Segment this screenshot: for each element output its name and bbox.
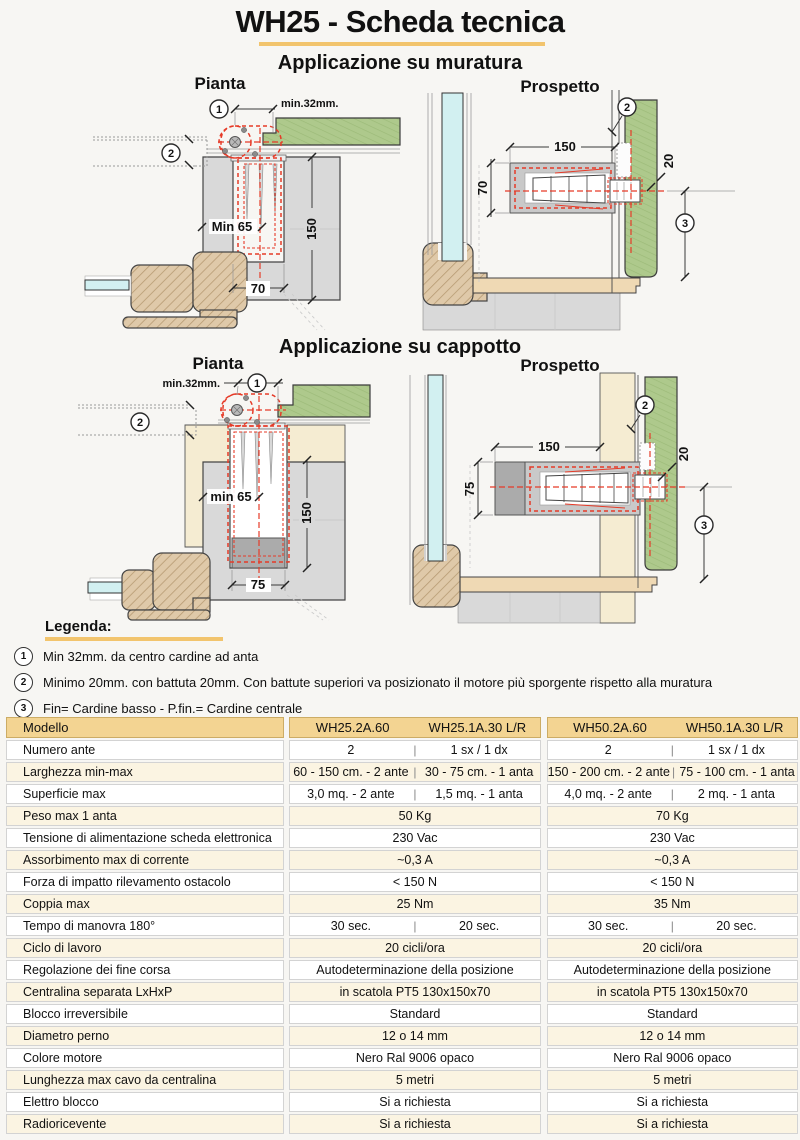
spec-value-wh25: 230 Vac	[289, 828, 540, 848]
spec-table-header	[6, 717, 798, 738]
spec-value-wh50: 70 Kg	[547, 806, 798, 826]
legend-callout-1: 1	[14, 647, 33, 666]
header-wh50-group	[547, 717, 798, 738]
table-row	[6, 1048, 798, 1068]
spec-label: Tensione di alimentazione scheda elettronica	[6, 828, 284, 848]
dim-150-label: 150	[538, 439, 560, 454]
dim-75-label: 75	[462, 481, 477, 497]
spec-value-wh25: in scatola PT5 130x150x70	[289, 982, 540, 1002]
spec-value-wh25: 25 Nm	[289, 894, 540, 914]
svg-text:2: 2	[136, 417, 144, 429]
table-row	[6, 960, 798, 980]
section-title-muratura: Applicazione su muratura	[277, 52, 523, 74]
spec-label: Tempo di manovra 180°	[6, 916, 284, 936]
sill	[473, 278, 640, 293]
legend-item-1	[14, 647, 258, 666]
spec-label: Diametro perno	[6, 1026, 284, 1046]
header-wh25-group	[289, 717, 540, 738]
spec-label: Radioricevente	[6, 1114, 284, 1134]
sill	[458, 577, 657, 592]
spec-label: Superficie max	[6, 784, 284, 804]
spec-value-wh50: 35 Nm	[547, 894, 798, 914]
window-frame	[131, 265, 193, 312]
dim-70-label: 70	[475, 180, 490, 196]
spec-value-wh50: 230 Vac	[547, 828, 798, 848]
svg-text:2: 2	[167, 148, 175, 160]
svg-text:2: 2	[623, 102, 631, 114]
legend-item-3	[14, 699, 302, 718]
spec-label: Colore motore	[6, 1048, 284, 1068]
page-title: WH25 - Scheda tecnica	[235, 4, 565, 39]
spec-label: Peso max 1 anta	[6, 806, 284, 826]
spec-label: Ciclo di lavoro	[6, 938, 284, 958]
spec-value-wh25: 20 cicli/ora	[289, 938, 540, 958]
spec-value-wh50: Autodeterminazione della posizione	[547, 960, 798, 980]
callout-2	[618, 98, 636, 116]
legend-text-3: Fin= Cardine basso - P.fin.= Cardine centrale	[43, 701, 303, 716]
green-sill	[278, 385, 370, 417]
table-row	[6, 1114, 798, 1134]
spec-value-wh25: Si a richiesta	[289, 1092, 540, 1112]
table-row	[6, 982, 798, 1002]
legend-title: Legenda:	[45, 618, 112, 635]
spec-value-wh25: Si a richiesta	[289, 1114, 540, 1134]
spec-value-wh50: Si a richiesta	[547, 1092, 798, 1112]
dim-min65-label: Min 65	[211, 219, 253, 234]
spec-value-wh50: 30 sec. | 20 sec.	[547, 916, 798, 936]
wall-section	[458, 592, 600, 623]
table-row	[6, 872, 798, 892]
view-label-pianta-muratura: Pianta	[194, 74, 246, 93]
spec-label: Larghezza min-max	[6, 762, 284, 782]
callout-2	[162, 144, 180, 162]
view-label-prospetto-muratura: Prospetto	[520, 77, 600, 96]
legend-item-2	[14, 673, 712, 692]
table-row	[6, 1004, 798, 1024]
dim-70-label: 70	[250, 281, 266, 296]
spec-value-wh25: Standard	[289, 1004, 540, 1024]
table-row	[6, 1092, 798, 1112]
spec-value-wh50: Nero Ral 9006 opaco	[547, 1048, 798, 1068]
table-row	[6, 1026, 798, 1046]
pianta-muratura-drawing	[85, 92, 405, 332]
spec-value-wh50: 5 metri	[547, 1070, 798, 1090]
header-model-wh25-1a: WH25.1A.30 L/R	[428, 720, 527, 735]
spec-label: Lunghezza max cavo da centralina	[6, 1070, 284, 1090]
callout-3	[695, 516, 713, 534]
callout-3	[676, 214, 694, 232]
glass	[85, 280, 129, 290]
svg-text:3: 3	[700, 520, 708, 532]
callout-2	[131, 413, 149, 431]
prospetto-cappotto-drawing	[400, 373, 800, 628]
pianta-cappotto-drawing	[78, 370, 408, 622]
dim-min65-label: min 65	[210, 489, 252, 504]
spec-label: Numero ante	[6, 740, 284, 760]
spec-table	[6, 717, 798, 1136]
spec-value-wh50: 4,0 mq. - 2 ante | 2 mq. - 1 anta	[547, 784, 798, 804]
dim-20-label: 20	[676, 446, 691, 462]
spec-value-wh25: Nero Ral 9006 opaco	[289, 1048, 540, 1068]
view-label-prospetto-cappotto: Prospetto	[520, 356, 600, 375]
table-row	[6, 850, 798, 870]
svg-text:2: 2	[641, 400, 649, 412]
header-model-wh50-1a: WH50.1A.30 L/R	[685, 720, 784, 735]
dim-min32-label: min.32mm.	[162, 378, 220, 390]
glass	[428, 375, 443, 561]
spec-value-wh25: 5 metri	[289, 1070, 540, 1090]
dim-150-label: 150	[299, 502, 314, 524]
table-row	[6, 740, 798, 760]
green-sill	[263, 118, 400, 145]
legend-text-1: Min 32mm. da centro cardine ad anta	[43, 649, 259, 664]
spec-value-wh25: ~0,3 A	[289, 850, 540, 870]
svg-text:1: 1	[253, 378, 261, 390]
header-modello: Modello	[6, 717, 284, 738]
spec-label: Centralina separata LxHxP	[6, 982, 284, 1002]
table-row	[6, 938, 798, 958]
svg-text:3: 3	[681, 218, 689, 230]
callout-2	[636, 396, 654, 414]
spec-value-wh50: in scatola PT5 130x150x70	[547, 982, 798, 1002]
dim-75-label: 75	[250, 577, 266, 592]
spec-value-wh50: 12 o 14 mm	[547, 1026, 798, 1046]
spec-value-wh25: 12 o 14 mm	[289, 1026, 540, 1046]
prospetto-muratura-drawing	[405, 85, 800, 330]
spec-value-wh50: Standard	[547, 1004, 798, 1024]
callout-1	[248, 374, 266, 392]
spec-label: Forza di impatto rilevamento ostacolo	[6, 872, 284, 892]
legend-callout-3: 3	[14, 699, 33, 718]
spec-value-wh50: ~0,3 A	[547, 850, 798, 870]
legend-callout-2: 2	[14, 673, 33, 692]
glass	[442, 93, 463, 261]
table-row	[6, 806, 798, 826]
spec-value-wh25: 50 Kg	[289, 806, 540, 826]
spec-value-wh50: 2 | 1 sx / 1 dx	[547, 740, 798, 760]
motor-body	[546, 473, 628, 503]
spec-label: Assorbimento max di corrente	[6, 850, 284, 870]
table-row	[6, 784, 798, 804]
window-frame	[122, 570, 155, 610]
spec-value-wh50: Si a richiesta	[547, 1114, 798, 1134]
header-model-wh25-2a: WH25.2A.60	[315, 720, 390, 735]
spec-value-wh50: < 150 N	[547, 872, 798, 892]
spec-value-wh25: Autodeterminazione della posizione	[289, 960, 540, 980]
table-row	[6, 894, 798, 914]
spec-value-wh25: 30 sec. | 20 sec.	[289, 916, 540, 936]
table-row	[6, 916, 798, 936]
legend-text-2: Minimo 20mm. con battuta 20mm. Con battute superiori va posizionato il motore più sporgente rispetto alla muratura	[43, 675, 713, 690]
spec-label: Blocco irreversibile	[6, 1004, 284, 1024]
spec-value-wh25: 60 - 150 cm. - 2 ante | 30 - 75 cm. - 1 anta	[289, 762, 540, 782]
fixing-bracket	[640, 443, 655, 470]
spec-value-wh25: < 150 N	[289, 872, 540, 892]
dim-min32-label: min.32mm.	[281, 98, 339, 110]
spec-value-wh50: 20 cicli/ora	[547, 938, 798, 958]
spec-label: Coppia max	[6, 894, 284, 914]
motor-seat-block	[495, 462, 525, 515]
spec-label: Regolazione dei fine corsa	[6, 960, 284, 980]
view-label-pianta-cappotto: Pianta	[192, 354, 244, 373]
spec-value-wh25: 2 | 1 sx / 1 dx	[289, 740, 540, 760]
spec-table-body	[6, 740, 798, 1134]
svg-text:1: 1	[215, 104, 223, 116]
dim-150-label: 150	[304, 218, 319, 240]
header-model-wh50-2a: WH50.2A.60	[573, 720, 647, 735]
title-underline	[259, 42, 545, 46]
spec-label: Elettro blocco	[6, 1092, 284, 1112]
dim-20-label: 20	[661, 153, 676, 169]
section-title-cappotto: Applicazione su cappotto	[278, 336, 522, 358]
spec-value-wh50: 150 - 200 cm. - 2 ante | 75 - 100 cm. - 1 anta	[547, 762, 798, 782]
fixing-bracket	[617, 143, 631, 177]
legend-underline	[45, 637, 223, 641]
callout-1	[210, 100, 228, 118]
dim-150-label: 150	[554, 139, 576, 154]
table-row	[6, 1070, 798, 1090]
table-row	[6, 762, 798, 782]
spec-value-wh25: 3,0 mq. - 2 ante | 1,5 mq. - 1 anta	[289, 784, 540, 804]
table-row	[6, 828, 798, 848]
